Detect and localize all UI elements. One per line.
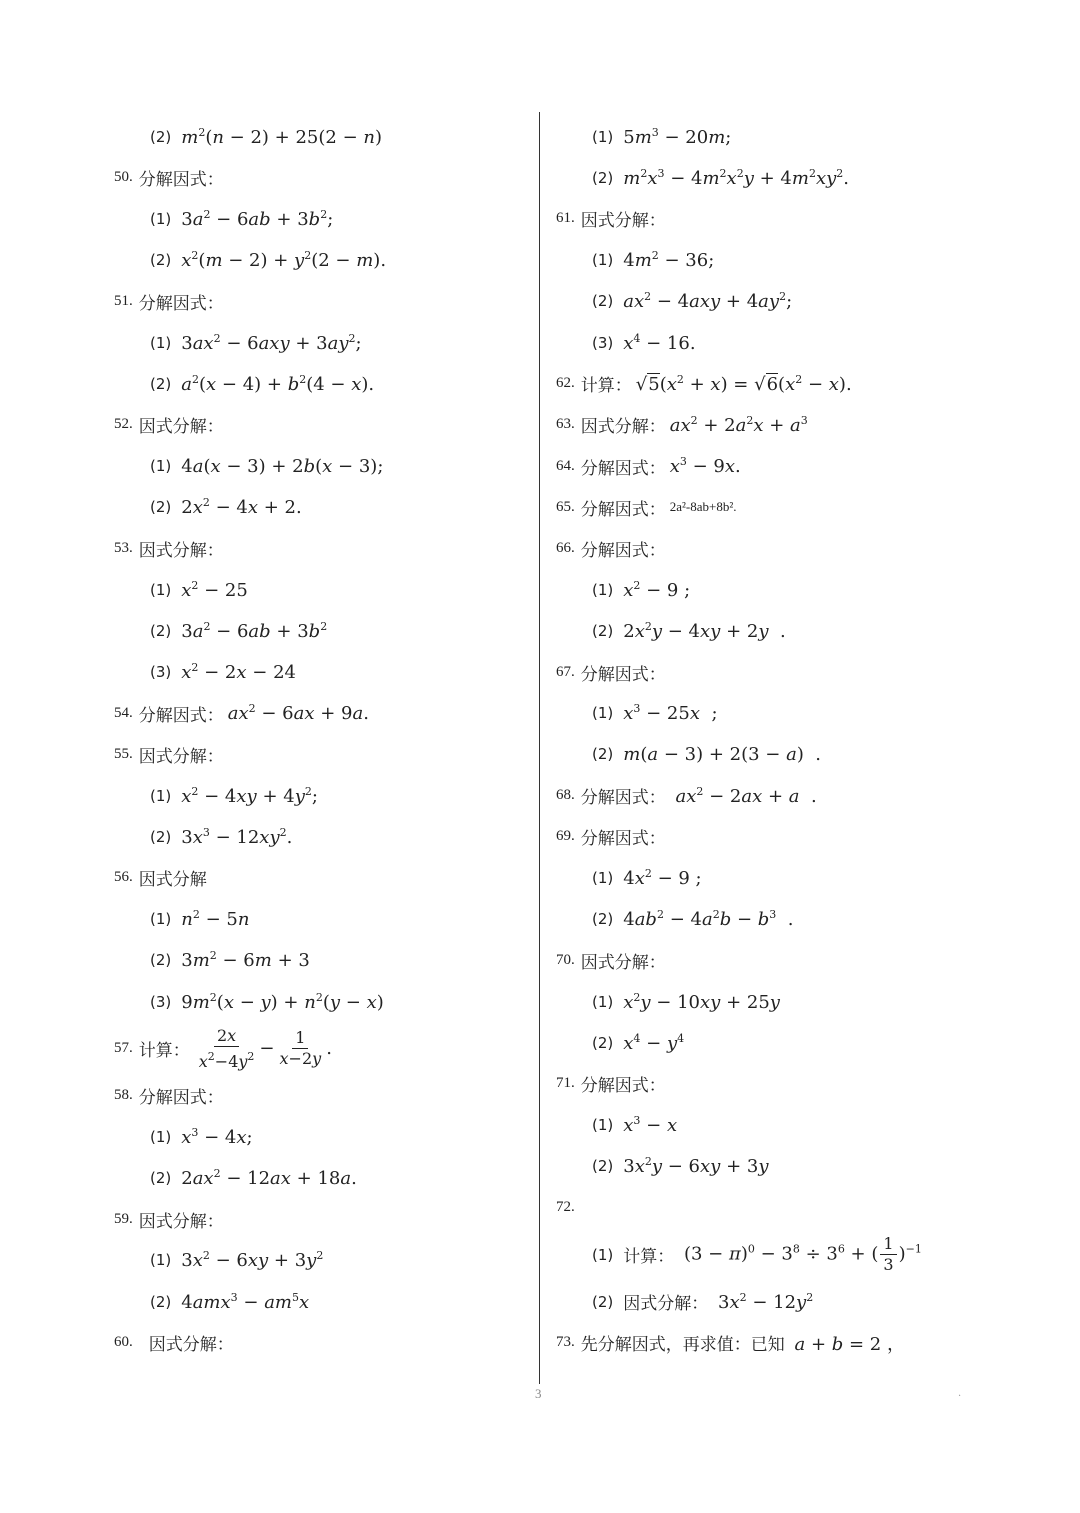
problem-56: 56. 因式分解 bbox=[114, 869, 207, 891]
problem-61-part-1: (1) $4m^2 - 36$; bbox=[592, 249, 715, 272]
problem-56-part-2: (2) $3m^2 - 6m + 3$ bbox=[150, 949, 310, 972]
problem-66-part-1: (1) $x^2 - 9$ ; bbox=[592, 578, 691, 601]
problem-69: 69. 分解因式： bbox=[556, 828, 666, 850]
problem-60-part-2: (2) $m^2x^3 - 4m^2x^2y + 4m^2xy^2$. bbox=[592, 166, 849, 189]
problem-61-part-2: (2) $ax^2 - 4axy + 4ay^2$; bbox=[592, 290, 793, 313]
problem-58-part-2: (2) $2ax^2 - 12ax + 18a$. bbox=[150, 1167, 357, 1190]
problem-53: 53. 因式分解： bbox=[114, 539, 224, 561]
problem-57: 57. 计算： $\frac{2x}{x^2-4y^2}$ − $\frac{1}{x-2y}$ . bbox=[114, 1025, 332, 1071]
problem-50: 50. 分解因式： bbox=[114, 169, 224, 191]
problem-51-part-1: (1) $3ax^2 - 6axy + 3ay^2$; bbox=[150, 331, 362, 354]
problem-69-part-2: (2) $4ab^2 - 4a^2b - b^3$ . bbox=[592, 908, 794, 931]
problem-71: 71. 分解因式： bbox=[556, 1075, 666, 1097]
problem-69-part-1: (1) $4x^2 - 9$ ; bbox=[592, 866, 702, 889]
column-divider bbox=[539, 112, 540, 1384]
problem-52-part-2: (2) $2x^2 - 4x + 2$. bbox=[150, 496, 302, 519]
problem-60: 60. 因式分解： bbox=[114, 1334, 234, 1356]
problem-72-part-1: (1) 计算： $(3 - \pi)^0 - 3^8 \div 3^6$ + ( $\frac{1}{3}$ )$^{-1}$ bbox=[592, 1234, 922, 1275]
right-column bbox=[556, 116, 976, 1363]
problem-65: 65. 分解因式： 2a²-8ab+8b². bbox=[556, 498, 737, 520]
problem-51: 51. 分解因式： bbox=[114, 292, 224, 314]
problem-64: 64. 分解因式： $x^3 - 9x$. bbox=[556, 455, 741, 479]
problem-50-part-1: (1) $3a^2 - 6ab + 3b^2$; bbox=[150, 207, 334, 230]
problem-51-part-2: (2) $a^2(x - 4) + b^2(4 - x)$. bbox=[150, 372, 375, 395]
problem-58: 58. 分解因式： bbox=[114, 1087, 224, 1109]
problem-67: 67. 分解因式： bbox=[556, 663, 666, 685]
problem-55-part-1: (1) $x^2 - 4xy + 4y^2$; bbox=[150, 784, 318, 807]
problem-50-part-2: (2) $x^2(m - 2) + y^2(2 - m)$. bbox=[150, 249, 387, 272]
problem-61-part-3: (3) $x^4 - 16$. bbox=[592, 331, 696, 354]
problem-55: 55. 因式分解： bbox=[114, 745, 224, 767]
problem-72-part-2: (2) 因式分解： $3x^2 - 12y^2$ bbox=[592, 1290, 814, 1315]
page-number: 3 bbox=[535, 1386, 542, 1401]
problem-59: 59. 因式分解： bbox=[114, 1210, 224, 1232]
problem-66: 66. 分解因式： bbox=[556, 539, 666, 561]
problem-71-part-2: (2) $3x^2y - 6xy + 3y$ bbox=[592, 1155, 769, 1178]
problem-73: 73. 先分解因式，再求值：已知 a + b = 2 ， bbox=[556, 1333, 905, 1356]
problem-58-part-1: (1) $x^3 - 4x$; bbox=[150, 1125, 253, 1148]
problem-63: 63. 因式分解： $ax^2 + 2a^2x + a^3$ bbox=[556, 413, 808, 438]
problem-71-part-1: (1) $x^3 - x$ bbox=[592, 1114, 678, 1137]
problem-59-part-1: (1) $3x^2 - 6xy + 3y^2$ bbox=[150, 1249, 324, 1272]
problem-56-part-3: (3) $9m^2(x - y) + n^2(y - x)$ bbox=[150, 990, 384, 1013]
problem-53-part-2: (2) $3a^2 - 6ab + 3b^2$ bbox=[150, 619, 328, 642]
problem-61: 61. 因式分解： bbox=[556, 210, 666, 232]
problem-53-part-3: (3) $x^2 - 2x - 24$ bbox=[150, 661, 296, 684]
problem-68: 68. 分解因式： $ax^2 - 2ax + a$ . bbox=[556, 784, 817, 809]
problem-67-part-2: (2) m(a − 3) + 2(3 − a) . bbox=[592, 743, 821, 765]
problem-70-part-1: (1) $x^2y - 10xy + 25y$ bbox=[592, 990, 780, 1013]
problem-66-part-2: (2) $2x^2y - 4xy + 2y$ . bbox=[592, 619, 786, 642]
problem-72: 72. bbox=[556, 1198, 575, 1215]
problem-54: 54. 分解因式： $ax^2 - 6ax + 9a$. bbox=[114, 702, 369, 726]
problem-56-part-1: (1) $n^2 - 5n$ bbox=[150, 908, 250, 931]
problem-70-part-2: (2) $x^4 - y^4$ bbox=[592, 1031, 685, 1054]
problem-53-part-1: (1) $x^2 - 25$ bbox=[150, 578, 248, 601]
problem-67-part-1: (1) $x^3 - 25x$ ; bbox=[592, 702, 718, 725]
problem-59-part-2: (2) $4amx^3 - am^5x$ bbox=[150, 1290, 310, 1313]
problem-62: 62. 计算： $√5(x^2 + x) = √6(x^2 - x)$. bbox=[556, 372, 852, 397]
problem-55-part-2: (2) $3x^3 - 12xy^2$. bbox=[150, 825, 293, 848]
problem-49-part-2: (2) $m^2(n - 2) + 25(2 - n)$ bbox=[150, 125, 383, 148]
problem-52: 52. 因式分解： bbox=[114, 416, 224, 438]
left-column bbox=[114, 116, 524, 1363]
problem-52-part-1: (1) 4a(x − 3) + 2b(x − 3); bbox=[150, 455, 384, 477]
corner-mark: . bbox=[958, 1388, 962, 1399]
problem-60-part-1: (1) $5m^3 - 20m$; bbox=[592, 125, 732, 148]
problem-70: 70. 因式分解： bbox=[556, 951, 666, 973]
